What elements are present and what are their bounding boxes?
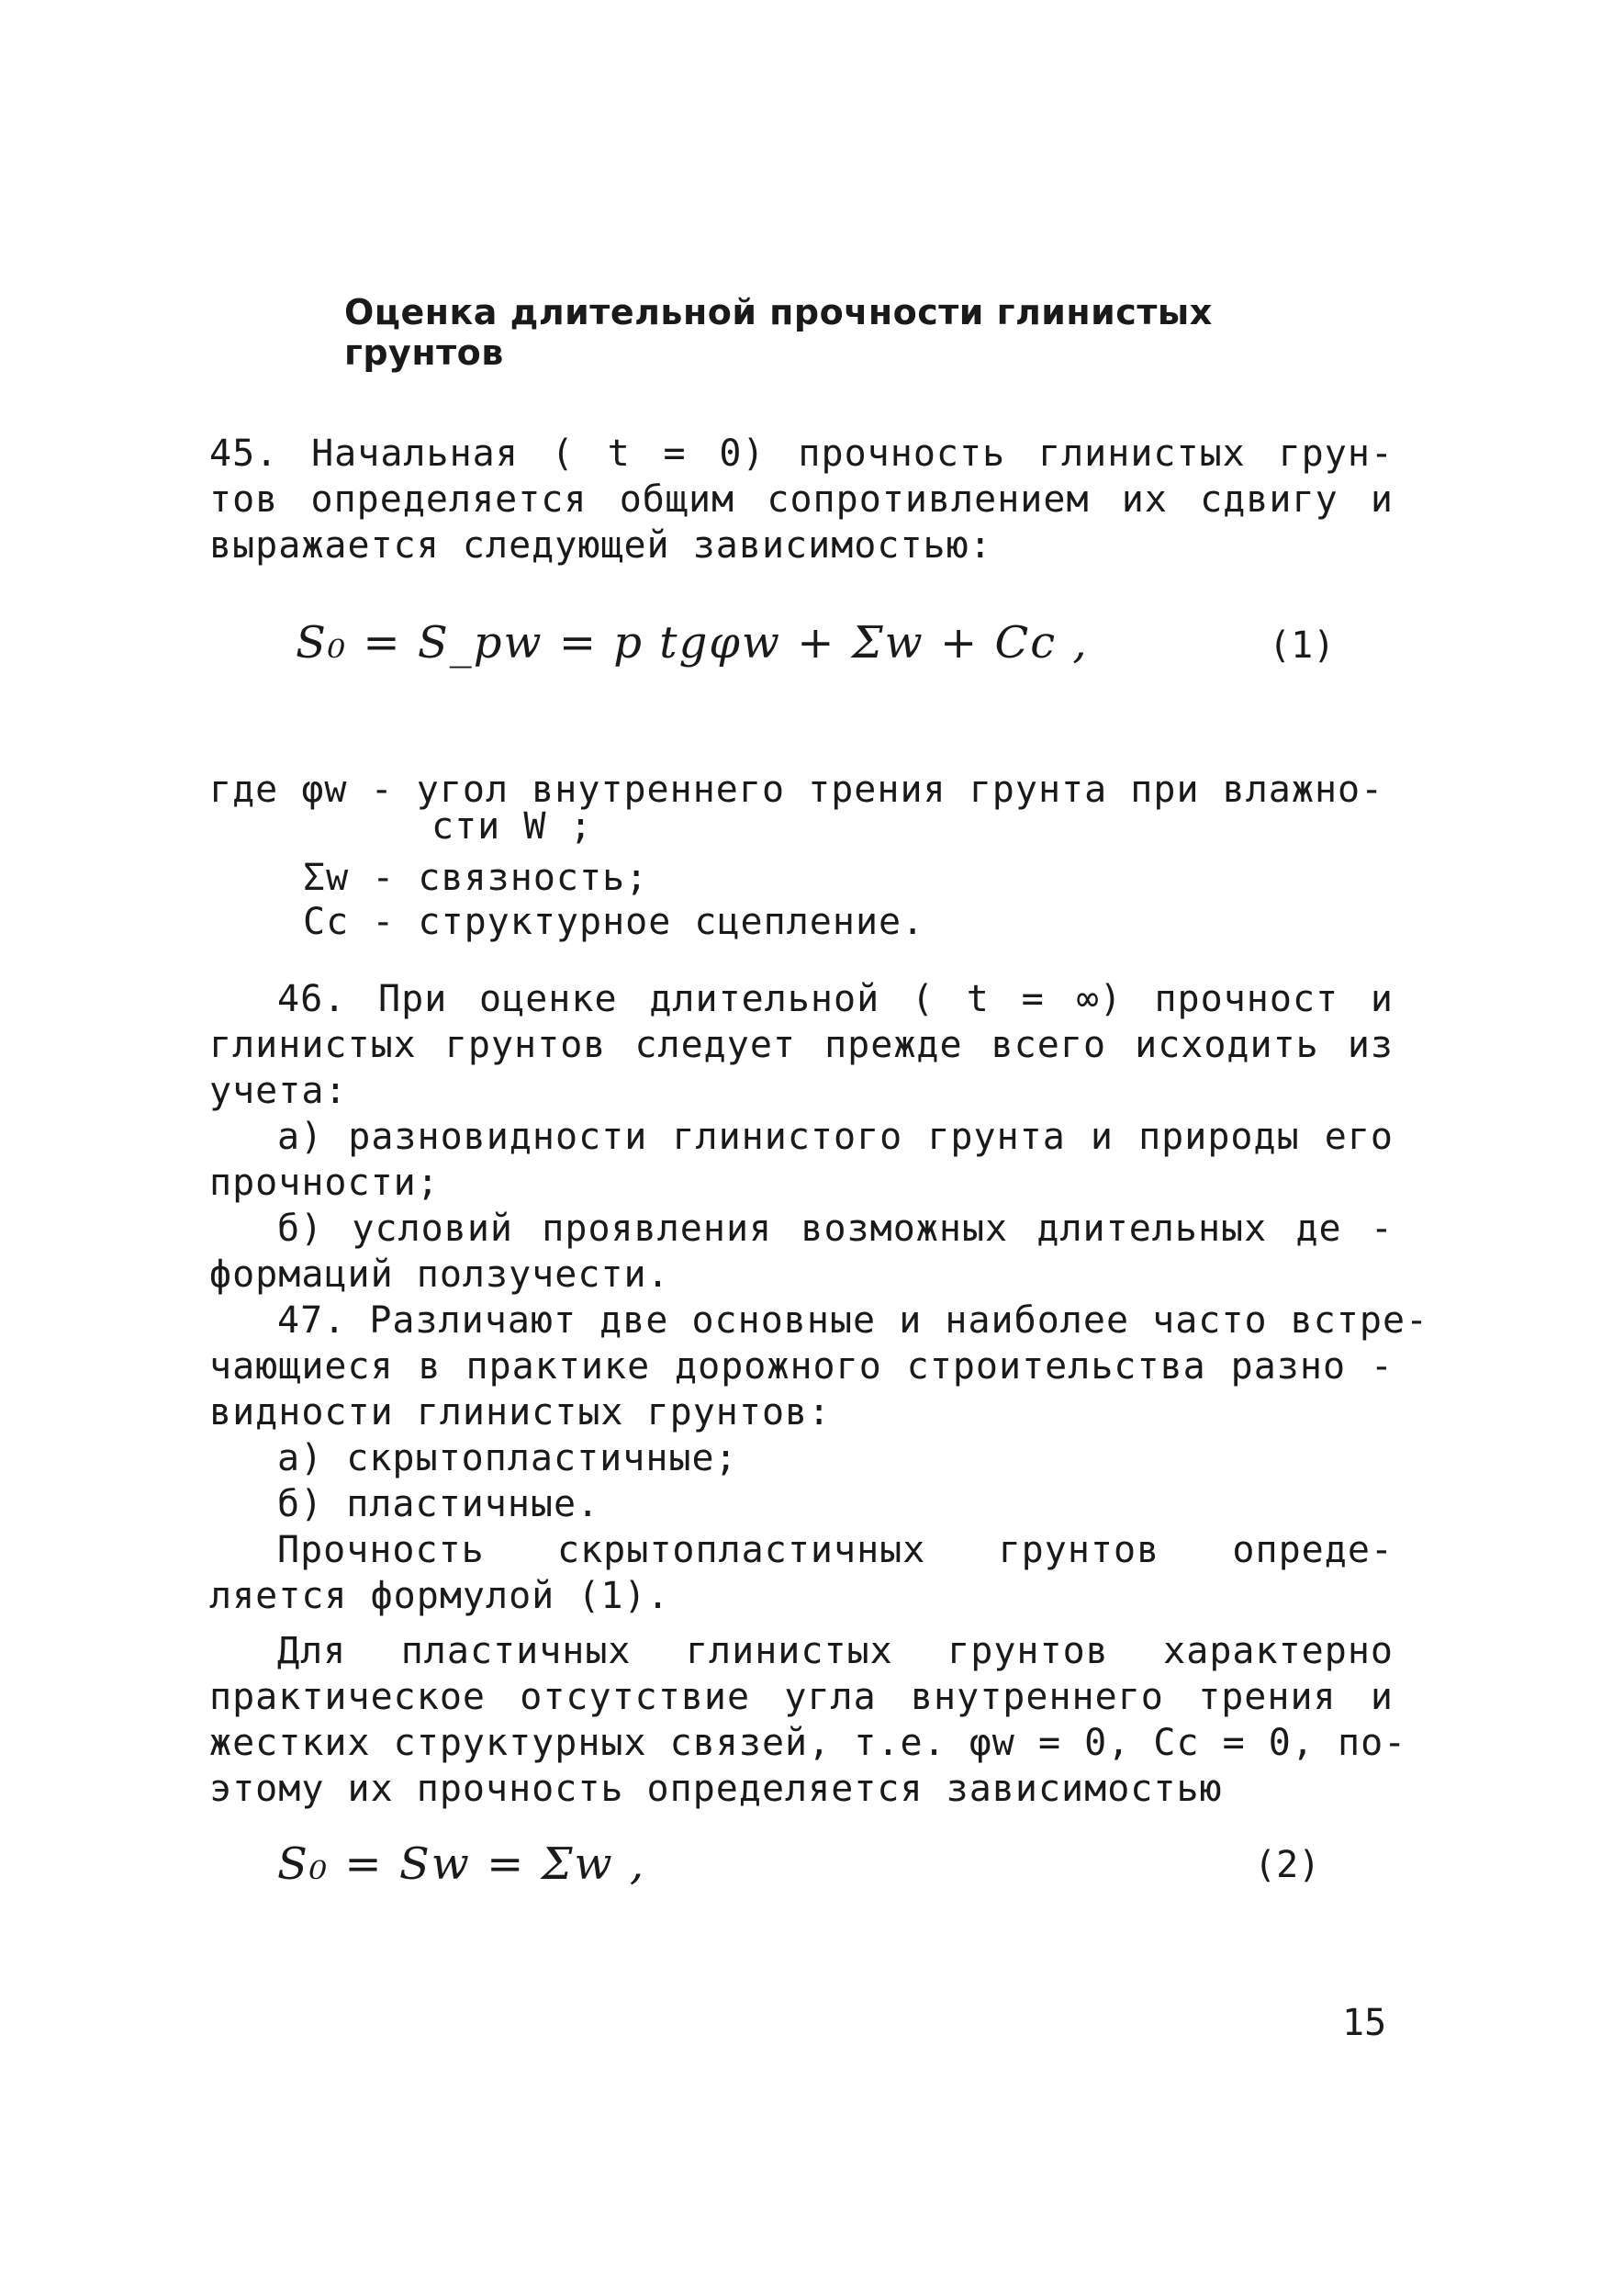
where-line-2: Σw - связность; xyxy=(303,857,649,899)
p47-line-3: видности глинистых грунтов: xyxy=(209,1391,832,1433)
p47-t-line-2: практическое отсутствие угла внутреннего трения и xyxy=(209,1676,1394,1718)
formula-2: S₀ = Sw = Σw , xyxy=(277,1838,646,1890)
where-line-1b: сти W ; xyxy=(431,805,593,848)
p47-t-line-1: Для пластичных глинистых грунтов характерно xyxy=(277,1630,1394,1672)
p45-line-2: тов определяется общим сопротивлением их сдвигу и xyxy=(209,478,1394,521)
p46-line-3: учета: xyxy=(209,1070,348,1112)
page-number: 15 xyxy=(1342,2002,1387,2044)
p47-line-1: 47. Различают две основные и наиболее часто встре- xyxy=(277,1299,1429,1342)
p47-t-line-3: жестких структурных связей, т.е. φw = 0, Cc = 0, по- xyxy=(209,1722,1407,1764)
p47-t-line-4: этому их прочность определяется зависимостью xyxy=(209,1768,1223,1810)
p46-item-b-2: формаций ползучести. xyxy=(209,1253,670,1296)
formula-1: S₀ = S_pw = p tgφw + Σw + Cc , xyxy=(296,617,1089,669)
p46-item-b-1: б) условий проявления возможных длительных де - xyxy=(277,1208,1394,1250)
where-line-1: где φw - угол внутреннего трения грунта при влажно- xyxy=(209,769,1384,811)
p45-line-3: выражается следующей зависимостью: xyxy=(209,524,992,567)
p47-item-a: а) скрытопластичные; xyxy=(277,1437,738,1479)
p45-line-1: 45. Начальная ( t = 0) прочность глинистых грун- xyxy=(209,433,1394,475)
p47-item-b: б) пластичные. xyxy=(277,1483,600,1525)
p46-line-2: глинистых грунтов следует прежде всего исходить из xyxy=(209,1024,1394,1066)
formula-1-number: (1) xyxy=(1269,624,1336,667)
p46-item-a-2: прочности; xyxy=(209,1162,440,1204)
p47-s-line-1: Прочность скрытопластичных грунтов опреде- xyxy=(277,1529,1394,1571)
p47-line-2: чающиеся в практике дорожного строительства разно - xyxy=(209,1345,1394,1388)
where-line-3: Cc - структурное сцепление. xyxy=(303,901,925,943)
p46-line-1: 46. При оценке длительной ( t = ∞) прочност и xyxy=(277,978,1394,1020)
section-heading: Оценка длительной прочности глинистых грунтов xyxy=(344,292,1213,373)
formula-2-number: (2) xyxy=(1254,1844,1321,1886)
p47-s-line-2: ляется формулой (1). xyxy=(209,1575,670,1617)
p46-item-a-1: а) разновидности глинистого грунта и природы его xyxy=(277,1116,1394,1158)
